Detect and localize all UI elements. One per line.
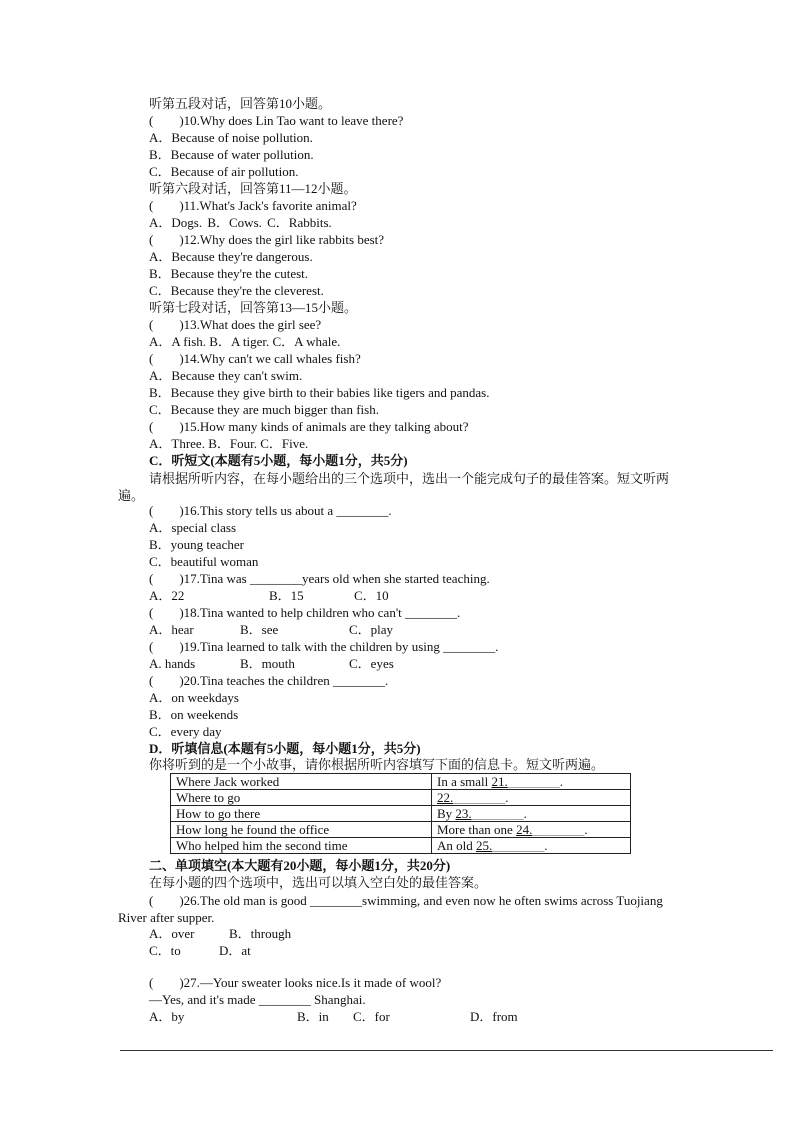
q26-option-d: D．at xyxy=(219,943,251,958)
question-16: ( )16.This story tells us about a ________. xyxy=(149,503,392,518)
q17-option-c: C．10 xyxy=(354,588,389,603)
info-card-answer xyxy=(432,838,631,854)
answer-blank-line: ________ xyxy=(492,838,545,853)
info-card-label: How long he found the office xyxy=(171,822,432,838)
q27-option-c: C．for xyxy=(353,1009,390,1024)
q16-option-b: B．young teacher xyxy=(149,537,244,552)
q26-option-c: C．to xyxy=(149,943,181,958)
answer-period: . xyxy=(505,790,509,805)
answer-blank-number: 24. xyxy=(516,822,533,837)
answer-blank-line: ________ xyxy=(532,822,585,837)
answer-blank-line: ________ xyxy=(471,806,524,821)
info-card-answer xyxy=(432,822,631,838)
question-26: ( )26.The old man is good ________swimming, and even now he often swims across Tuojiang River after supper. xyxy=(118,893,663,925)
question-10: ( )10.Why does Lin Tao want to leave there? xyxy=(149,113,404,128)
info-card-label: Where Jack worked xyxy=(171,774,432,790)
section-2-heading: 二、单项填空(本大题有20小题，每小题1分，共20分) xyxy=(149,858,451,873)
q19-option-b: B．mouth xyxy=(240,656,295,671)
q18-option-c: C．play xyxy=(349,622,394,637)
answer-period: . xyxy=(523,806,527,821)
q20-option-c: C．every day xyxy=(149,724,222,739)
q17-option-a: A．22 xyxy=(149,588,185,603)
q12-option-b: B．Because they're the cutest. xyxy=(149,266,309,281)
q14-option-b: B．Because they give birth to their babies like tigers and pandas. xyxy=(149,385,490,400)
q20-option-a: A．on weekdays xyxy=(149,690,239,705)
q26-option-a: A．over xyxy=(149,926,195,941)
q18-option-a: A．hear xyxy=(149,622,194,637)
answer-blank-line: ________ xyxy=(453,790,506,805)
q14-option-a: A．Because they can't swim. xyxy=(149,368,303,383)
answer-blank-number: 21. xyxy=(491,774,508,789)
instruction-dialogue-7: 听第七段对话，回答第13—15小题。 xyxy=(149,300,358,315)
instruction-dialogue-5: 听第五段对话，回答第10小题。 xyxy=(149,96,332,111)
info-card-answer xyxy=(432,806,631,822)
question-14: ( )14.Why can't we call whales fish? xyxy=(149,351,361,366)
q27-option-a: A．by xyxy=(149,1009,185,1024)
section-c-instruction: 请根据所听内容，在每小题给出的三个选项中，选出一个能完成句子的最佳答案。短文听两遍。 xyxy=(118,471,670,503)
q15-options: A．Three. B．Four. C．Five. xyxy=(149,436,309,451)
info-card-answer xyxy=(432,790,631,806)
answer-blank-line: ________ xyxy=(507,774,560,789)
answer-prefix: More than one xyxy=(437,822,517,837)
q27-option-d: D．from xyxy=(470,1009,518,1024)
question-11: ( )11.What's Jack's favorite animal? xyxy=(149,198,357,213)
answer-prefix: An old xyxy=(437,838,476,853)
q26-option-b: B．through xyxy=(229,926,292,941)
question-17: ( )17.Tina was ________years old when she started teaching. xyxy=(149,571,490,586)
info-card-row xyxy=(171,774,631,790)
answer-blank-number: 25. xyxy=(476,838,493,853)
answer-period: . xyxy=(584,822,588,837)
answer-blank-number: 23. xyxy=(455,806,472,821)
q17-options xyxy=(149,588,389,604)
section-d-heading: D．听填信息(本题有5小题，每小题1分，共5分) xyxy=(149,741,421,756)
q26-options-row1 xyxy=(149,926,291,942)
q14-option-c: C．Because they are much bigger than fish. xyxy=(149,402,379,417)
info-card-label: How to go there xyxy=(171,806,432,822)
q12-option-c: C．Because they're the cleverest. xyxy=(149,283,324,298)
question-13: ( )13.What does the girl see? xyxy=(149,317,322,332)
question-20: ( )20.Tina teaches the children ________. xyxy=(149,673,389,688)
q11-options: A．Dogs. B．Cows. C．Rabbits. xyxy=(149,215,332,230)
info-card-row xyxy=(171,806,631,822)
q13-options: A．A fish. B．A tiger. C．A whale. xyxy=(149,334,341,349)
question-27: ( )27.—Your sweater looks nice.Is it made of wool? xyxy=(149,975,442,990)
question-27-response: —Yes, and it's made ________ Shanghai. xyxy=(149,992,366,1007)
q26-options-row2 xyxy=(149,943,251,959)
q10-option-a: A．Because of noise pollution. xyxy=(149,130,313,145)
q19-option-c: C．eyes xyxy=(349,656,394,671)
answer-prefix: In a small xyxy=(437,774,492,789)
q18-option-b: B．see xyxy=(240,622,279,637)
q18-options xyxy=(149,622,393,638)
instruction-dialogue-6: 听第六段对话，回答第11—12小题。 xyxy=(149,181,357,196)
q20-option-b: B．on weekends xyxy=(149,707,239,722)
q27-option-b: B．in xyxy=(297,1009,329,1024)
answer-prefix: By xyxy=(437,806,456,821)
question-18: ( )18.Tina wanted to help children who can't ________. xyxy=(149,605,461,620)
q16-option-c: C．beautiful woman xyxy=(149,554,259,569)
q16-option-a: A．special class xyxy=(149,520,237,535)
info-card-table xyxy=(170,773,631,854)
q10-option-b: B．Because of water pollution. xyxy=(149,147,314,162)
q19-options xyxy=(149,656,394,672)
answer-blank-number: 22. xyxy=(437,790,454,805)
info-card-row xyxy=(171,790,631,806)
q19-option-a: A. hands xyxy=(149,656,196,671)
q10-option-c: C．Because of air pollution. xyxy=(149,164,299,179)
q27-options xyxy=(149,1009,518,1025)
question-12: ( )12.Why does the girl like rabbits best? xyxy=(149,232,385,247)
section-d-instruction: 你将听到的是一个小故事，请你根据所听内容填写下面的信息卡。短文听两遍。 xyxy=(149,757,605,772)
question-19: ( )19.Tina learned to talk with the children by using ________. xyxy=(149,639,499,654)
question-15: ( )15.How many kinds of animals are they talking about? xyxy=(149,419,469,434)
info-card-label: Where to go xyxy=(171,790,432,806)
q12-option-a: A．Because they're dangerous. xyxy=(149,249,313,264)
q17-option-b: B．15 xyxy=(269,588,304,603)
info-card-label: Who helped him the second time xyxy=(171,838,432,854)
info-card-row xyxy=(171,838,631,854)
info-card-row xyxy=(171,822,631,838)
answer-period: . xyxy=(559,774,564,789)
info-card-answer xyxy=(432,774,631,790)
section-c-heading: C．听短文(本题有5小题，每小题1分，共5分) xyxy=(149,453,408,468)
section-2-instruction: 在每小题的四个选项中，选出可以填入空白处的最佳答案。 xyxy=(149,875,488,890)
answer-period: . xyxy=(544,838,548,853)
footer-divider xyxy=(120,1050,773,1051)
